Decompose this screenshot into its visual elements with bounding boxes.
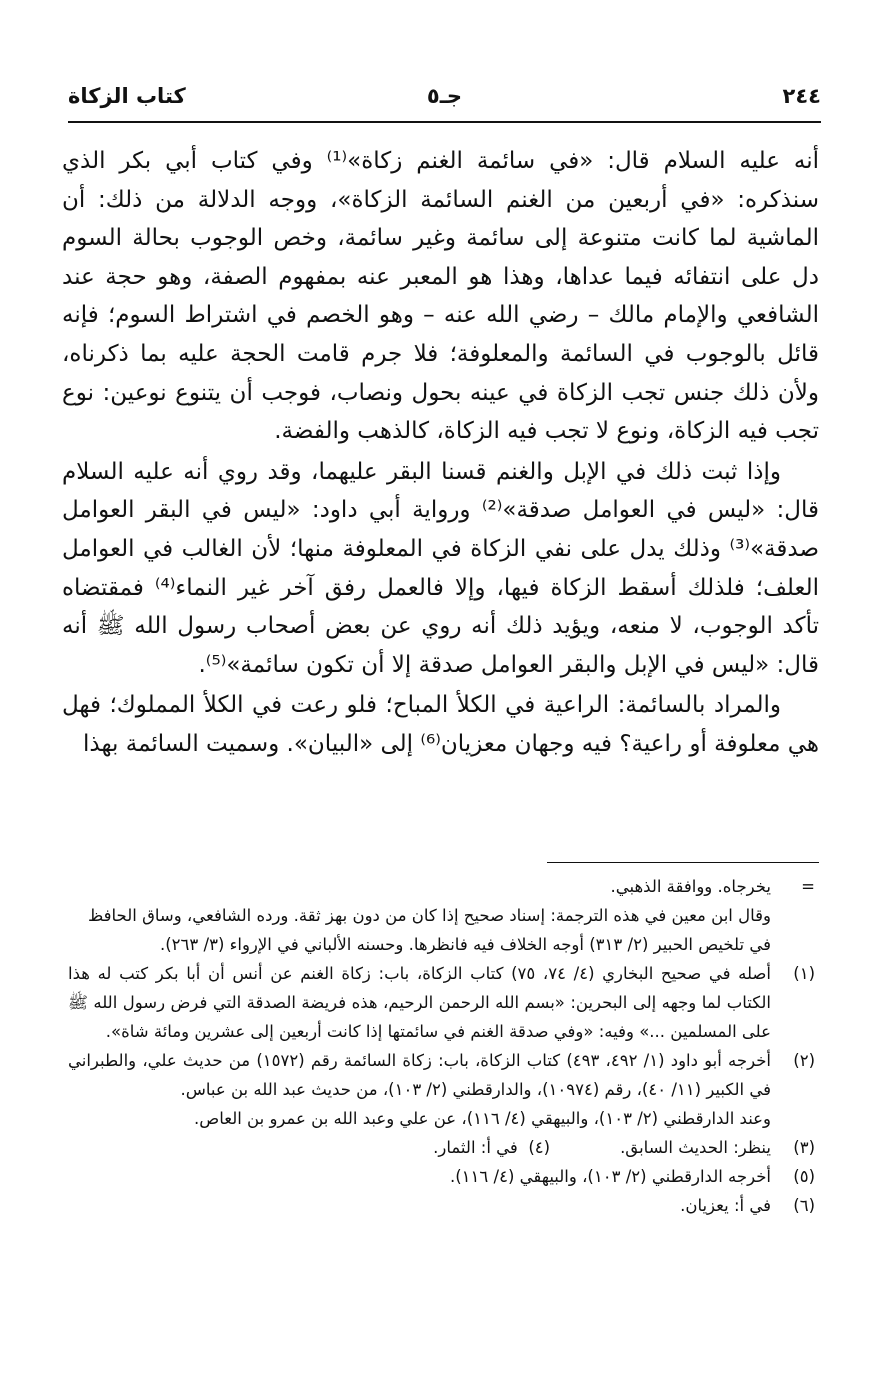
volume-label: جـ٥ <box>426 84 463 108</box>
footnote-text: أخرجه الدارقطني (٢/ ١٠٣)، والبيهقي (٤/ ١١٦). <box>449 1167 771 1186</box>
main-text <box>62 142 819 764</box>
footnote-4-number: (٤) <box>528 1138 551 1157</box>
running-header <box>68 78 821 114</box>
footnote-number: (٥) <box>793 1167 815 1186</box>
footnote-3-4 <box>68 1133 815 1162</box>
footnote-text: أخرجه أبو داود (١/ ٤٩٢، ٤٩٣) كتاب الزكاة، باب: زكاة السائمة رقم (١٥٧٢) من حديث علي، والطبراني في الكبير (١١/ ٤٠)، رقم (١٠٩٧٤)، والدارقطني (٢/ ١٠٣)، من حديث عبد الله بن عباس. <box>68 1051 771 1099</box>
continuation-marker: = <box>801 877 815 896</box>
page-number: ٢٤٤ <box>782 84 821 108</box>
footnote-2 <box>68 1046 815 1104</box>
continuation-paragraph: وقال ابن معين في هذه الترجمة: إسناد صحيح إذا كان من دون بهز ثقة. ورده الشافعي، وساق الحافظ في تلخيص الحبير (٢/ ٣١٣) أوجه الخلاف فيه فانظرها. وحسنه الألباني في الإرواء (٣/ ٢٦٣). <box>87 906 771 954</box>
footnote-3-text: ينظر: الحديث السابق. <box>620 1138 771 1157</box>
footnote-number: (٢) <box>793 1051 815 1070</box>
paragraph-1: أنه عليه السلام قال: «في سائمة الغنم زكاة»⁽¹⁾ وفي كتاب أبي بكر الذي سنذكره: «في أربعين من الغنم السائمة الزكاة»، ووجه الدلالة من ذلك: أن الماشية لما كانت متنوعة إلى سائمة وغير سائمة، وخص الوجوب بحالة السوم دل على انتفائه فيما عداها، وهذا هو المعبر عنه بمفهوم الصفة، وهو حجة عند الشافعي والإمام مالك – رضي الله عنه – وهو الخصم في اشتراط السوم؛ فإنه قائل بالوجوب في السائمة والمعلوفة؛ فلا جرم قامت الحجة عليه بما ذكرناه، ولأن ذلك جنس تجب الزكاة في عينه بحول ونصاب، فوجب أن يتنوع نوعين: نوع تجب فيه الزكاة، ونوع لا تجب فيه الزكاة، كالذهب والفضة. <box>62 148 819 445</box>
book-title: كتاب الزكاة <box>68 84 186 108</box>
footnote-5 <box>68 1162 815 1191</box>
footnote-text: أصله في صحيح البخاري (٤/ ٧٤، ٧٥) كتاب الزكاة، باب: زكاة الغنم عن أنس أن أبا بكر كتب له هذا الكتاب لما وجهه إلى البحرين: «بسم الله الرحمن الرحيم، هذه فريضة الصدقة التي فرض رسول الله ﷺ على المسلمين ...» وفيه: «وفي صدقة الغنم في سائمتها إذا كانت أربعين إلى عشرين ومائة شاة». <box>68 964 772 1041</box>
footnotes <box>68 872 815 1220</box>
footnote-text: في أ: يعزيان. <box>680 1196 771 1215</box>
header-rule <box>68 121 821 123</box>
footnote-number: (٦) <box>793 1196 815 1215</box>
paragraph-2: وإذا ثبت ذلك في الإبل والغنم قسنا البقر عليهما، وقد روي أنه عليه السلام قال: «ليس في العوامل صدقة»⁽²⁾ ورواية أبي داود: «ليس في البقر العوامل صدقة»⁽³⁾ وذلك يدل على نفي الزكاة في المعلوفة منها؛ لأن الغالب في العوامل العلف؛ فلذلك أسقط الزكاة فيها، وإلا فالعمل رفق آخر غير النماء⁽⁴⁾ فمقتضاه تأكد الوجوب، لا منعه، ويؤيد ذلك أنه روي عن بعض أصحاب رسول الله ﷺ أنه قال: «ليس في الإبل والبقر العوامل صدقة إلا أن تكون سائمة»⁽⁵⁾. <box>62 458 819 678</box>
footnote-4-text: في أ: الثمار. <box>433 1138 518 1157</box>
footnote-number: (٣) <box>793 1138 815 1157</box>
continuation-text: يخرجاه. ووافقة الذهبي. <box>610 877 771 896</box>
footnote-continuation <box>68 872 815 901</box>
footnote-2-extra: وعند الدارقطني (٢/ ١٠٣)، والبيهقي (٤/ ١١٦)، عن علي وعبد الله بن عمرو بن العاص. <box>194 1109 771 1128</box>
paragraph-3: والمراد بالسائمة: الراعية في الكلأ المباح؛ فلو رعت في الكلأ المملوك؛ فهل هي معلوفة أو راعية؟ فيه وجهان معزيان⁽⁶⁾ إلى «البيان». وسميت السائمة بهذا <box>62 692 819 757</box>
footnote-number: (١) <box>793 964 815 983</box>
footnote-1 <box>68 959 815 1046</box>
footnote-separator <box>547 862 819 863</box>
footnote-6 <box>68 1191 815 1220</box>
